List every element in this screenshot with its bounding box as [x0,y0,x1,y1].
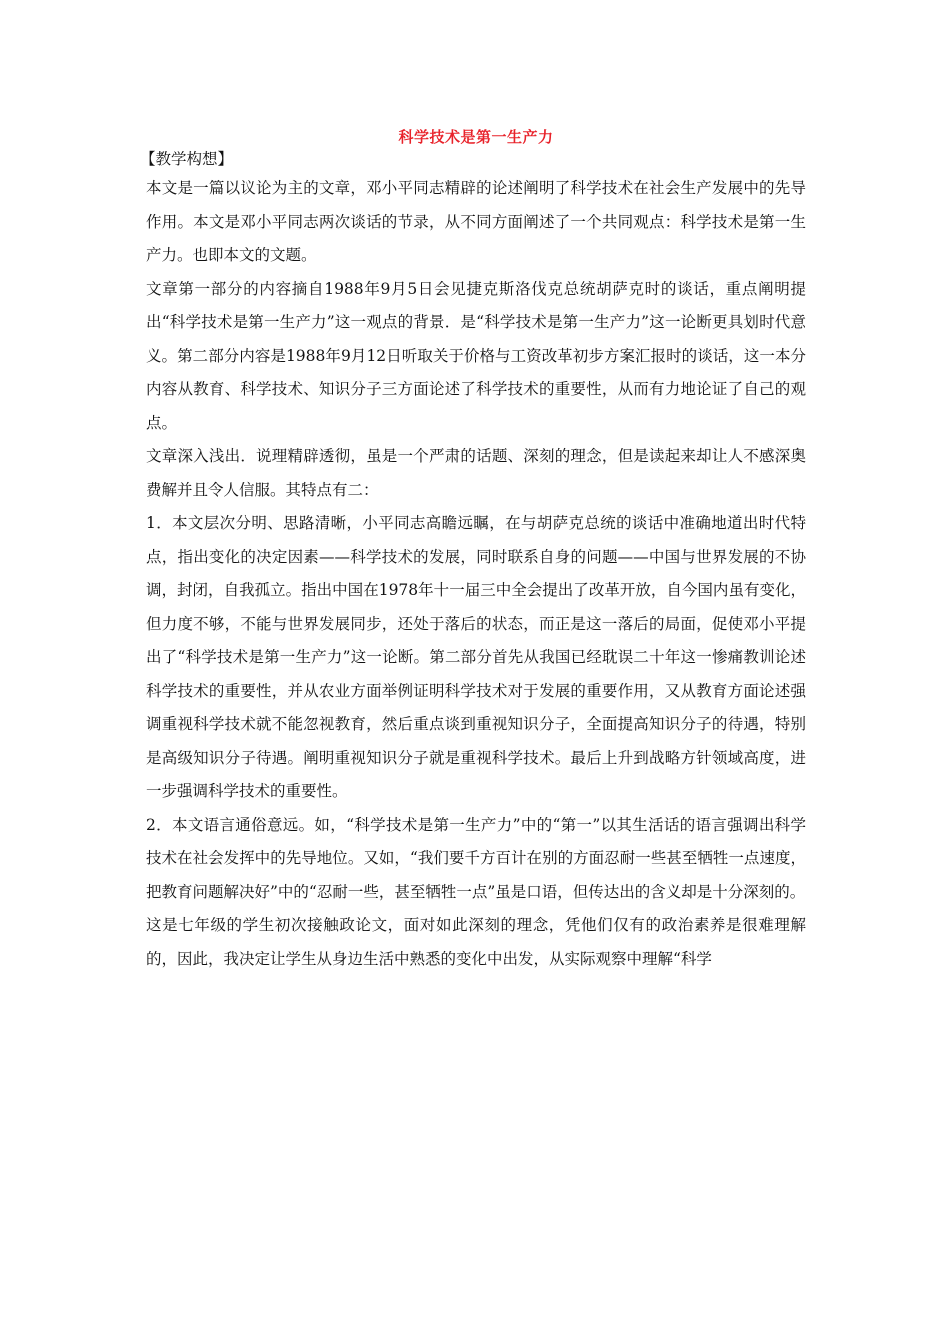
paragraph-feature-1: 1．本文层次分明、思路清晰，小平同志高瞻远瞩，在与胡萨克总统的谈话中准确地道出时代特点，指出变化的决定因素——科学技术的发展，同时联系自身的问题——中国与世界发展的不协调，封闭，自我孤立。指出中国在1978年十一届三中全会提出了改革开放，自今国内虽有变化，但力度不够，不能与世界发展同步，还处于落后的状态，而正是这一落后的局面，促使邓小平提出了“科学技术是第一生产力”这一论断。第二部分首先从我国已经耽误二十年这一惨痛教训论述科学技术的重要性，并从农业方面举例证明科学技术对于发展的重要作用，又从教育方面论述强调重视科学技术就不能忽视教育，然后重点谈到重视知识分子，全面提高知识分子的待遇，特别是高级知识分子待遇。阐明重视知识分子就是重视科学技术。最后上升到战略方针领域高度，进一步强调科学技术的重要性。 [146,514,806,800]
paragraph-intro: 本文是一篇以议论为主的文章，邓小平同志精辟的论述阐明了科学技术在社会生产发展中的先导作用。本文是邓小平同志两次谈话的节录，从不同方面阐述了一个共同观点：科学技术是第一生产力。也即本文的文题。 [146,179,806,264]
paragraph-features: 文章深入浅出．说理精辟透彻，虽是一个严肃的话题、深刻的理念，但是读起来却让人不感深奥费解并且令人信服。其特点有二： [146,447,806,499]
document-page [140,126,806,976]
paragraph-teaching-plan: 这是七年级的学生初次接触政论文，面对如此深刻的理念，凭他们仅有的政治素养是很难理解的，因此，我决定让学生从身边生活中熟悉的变化中出发，从实际观察中理解“科学 [146,916,806,968]
section-heading: 【教学构想】 [140,150,234,168]
paragraph-structure: 文章第一部分的内容摘自1988年9月5日会见捷克斯洛伐克总统胡萨克时的谈话，重点阐明提出“科学技术是第一生产力”这一观点的背景．是“科学技术是第一生产力”这一论断更具划时代意义。第二部分内容是1988年9月12日听取关于价格与工资改革初步方案汇报时的谈话，这一本分内容从教育、科学技术、知识分子三方面论述了科学技术的重要性，从而有力地论证了自己的观点。 [146,279,806,432]
paragraph-feature-2: 2．本文语言通俗意远。如，“科学技术是第一生产力”中的“第一”以其生活话的语言强调出科学技术在社会发挥中的先导地位。又如，“我们要千方百计在别的方面忍耐一些甚至牺牲一点速度，把教育问题解决好”中的“忍耐一些，甚至牺牲一点”虽是口语，但传达出的含义却是十分深刻的。 [146,815,806,901]
document-title: 科学技术是第一生产力 [398,128,554,146]
